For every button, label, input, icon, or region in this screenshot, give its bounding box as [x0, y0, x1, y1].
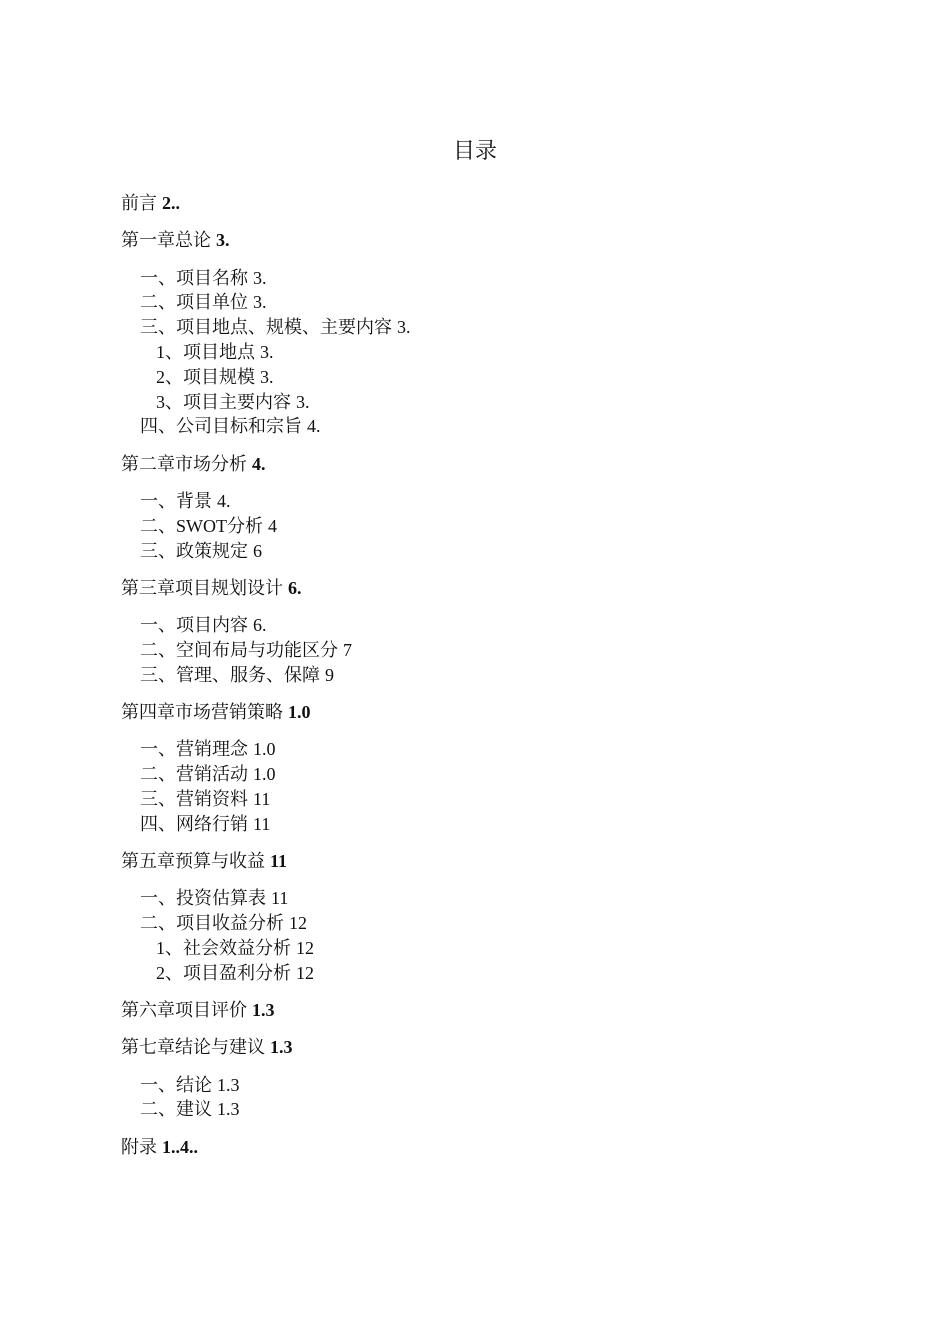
toc-entry[interactable] — [121, 812, 881, 837]
toc-entry-page: 11 — [253, 788, 271, 809]
toc-entry-page: 2.. — [162, 193, 180, 213]
toc-entry[interactable] — [121, 886, 881, 911]
toc-entry[interactable] — [121, 228, 881, 253]
toc-entry-text: 一、背景 — [140, 490, 212, 511]
toc-entry-text: 第一章总论 — [121, 230, 211, 251]
toc-entry-page: 3. — [260, 366, 274, 387]
toc-entry[interactable] — [121, 911, 881, 936]
toc-entry-text: 前言 — [121, 193, 157, 213]
toc-entry-page: 6. — [253, 615, 267, 636]
toc-entry-text: 一、投资估算表 — [140, 888, 266, 909]
toc-entry-text: 第三章项目规划设计 — [121, 577, 283, 598]
toc-entry[interactable] — [121, 737, 881, 762]
toc-entry-page: 9 — [325, 664, 334, 685]
toc-entry-page: 1.3 — [217, 1099, 240, 1120]
toc-entry-page: 1.0 — [253, 739, 276, 760]
toc-entry-page: 12 — [296, 937, 314, 958]
toc-entry-page: 1.0 — [288, 702, 311, 723]
toc-entry-text: 三、营销资料 — [140, 788, 248, 809]
toc-entry-page: 3. — [253, 292, 267, 313]
toc-entry-page: 4 — [268, 515, 277, 536]
toc-entry[interactable] — [121, 290, 881, 315]
toc-entry-page: 11 — [270, 851, 288, 872]
toc-entry-page: 3. — [296, 391, 310, 412]
toc-entry[interactable] — [121, 849, 881, 874]
toc-entry[interactable] — [121, 266, 881, 291]
toc-entry[interactable] — [121, 340, 881, 365]
toc-entry-page: 3. — [216, 230, 230, 251]
toc-entry-text: 2、项目盈利分析 — [156, 962, 291, 983]
toc-entry-text: 第四章市场营销策略 — [121, 702, 283, 723]
toc-entry-page: 4. — [307, 416, 321, 437]
toc-entry[interactable] — [121, 787, 881, 812]
toc-entry-page: 12 — [296, 962, 314, 983]
toc-entry-text: 第七章结论与建议 — [121, 1037, 265, 1058]
toc-entry[interactable] — [121, 638, 881, 663]
toc-entry-page: 1.3 — [252, 1000, 275, 1021]
toc-entry-text: 2、项目规模 — [156, 366, 255, 387]
page-title: 目录 — [452, 138, 497, 163]
toc-entry-text: 第六章项目评价 — [121, 1000, 247, 1021]
toc-entry-text: 二、空间布局与功能区分 — [140, 639, 338, 660]
table-of-contents — [121, 191, 881, 1160]
toc-entry-text: 一、结论 — [140, 1074, 212, 1095]
toc-entry-page: 3. — [253, 267, 267, 288]
toc-entry[interactable] — [121, 1135, 881, 1160]
toc-entry-text: 附录 — [121, 1136, 157, 1157]
toc-entry-text: 二、项目单位 — [140, 292, 248, 313]
toc-entry[interactable] — [121, 390, 881, 415]
toc-entry-page: 4. — [217, 490, 231, 511]
toc-entry[interactable] — [121, 1073, 881, 1098]
toc-entry-page: 1..4.. — [162, 1136, 198, 1157]
toc-entry-page: 11 — [271, 888, 289, 909]
toc-entry-text: 三、政策规定 — [140, 540, 248, 561]
toc-entry[interactable] — [121, 514, 881, 539]
toc-entry-text: 三、项目地点、规模、主要内容 — [140, 317, 392, 338]
toc-entry[interactable] — [121, 613, 881, 638]
toc-entry-text: 四、网络行销 — [140, 813, 248, 834]
toc-entry-text: 四、公司目标和宗旨 — [140, 416, 302, 437]
toc-entry-text: 三、管理、服务、保障 — [140, 664, 320, 685]
toc-entry-page: 6. — [288, 577, 302, 598]
toc-entry[interactable] — [121, 663, 881, 688]
toc-entry-page: 12 — [289, 913, 307, 934]
toc-entry-text: 一、项目名称 — [140, 267, 248, 288]
toc-entry-text: 1、社会效益分析 — [156, 937, 291, 958]
toc-entry-page: 7 — [343, 639, 352, 660]
toc-entry-page: 1.0 — [253, 764, 276, 785]
toc-entry[interactable] — [121, 414, 881, 439]
toc-entry[interactable] — [121, 452, 881, 477]
toc-entry[interactable] — [121, 191, 881, 216]
toc-entry[interactable] — [121, 576, 881, 601]
toc-entry-text: 第五章预算与收益 — [121, 851, 265, 872]
toc-entry[interactable] — [121, 762, 881, 787]
toc-entry-page: 4. — [252, 453, 266, 474]
toc-entry[interactable] — [121, 998, 881, 1023]
toc-entry-page: 6 — [253, 540, 262, 561]
toc-entry-text: 一、项目内容 — [140, 615, 248, 636]
toc-entry[interactable] — [121, 489, 881, 514]
toc-entry-page: 3. — [260, 341, 274, 362]
toc-entry-page: 1.3 — [270, 1037, 293, 1058]
toc-entry[interactable] — [121, 315, 881, 340]
toc-entry-page: 11 — [253, 813, 271, 834]
toc-entry[interactable] — [121, 1035, 881, 1060]
toc-entry-text: 二、营销活动 — [140, 764, 248, 785]
toc-entry[interactable] — [121, 539, 881, 564]
toc-entry-text: 二、SWOT分析 — [140, 515, 263, 536]
toc-entry-page: 3. — [397, 317, 411, 338]
toc-entry-text: 第二章市场分析 — [121, 453, 247, 474]
toc-entry[interactable] — [121, 936, 881, 961]
toc-entry[interactable] — [121, 961, 881, 986]
toc-entry[interactable] — [121, 1097, 881, 1122]
toc-entry-text: 二、项目收益分析 — [140, 913, 284, 934]
toc-entry-text: 3、项目主要内容 — [156, 391, 291, 412]
toc-entry-page: 1.3 — [217, 1074, 240, 1095]
toc-entry-text: 一、营销理念 — [140, 739, 248, 760]
toc-entry[interactable] — [121, 700, 881, 725]
toc-entry-text: 1、项目地点 — [156, 341, 255, 362]
toc-entry-text: 二、建议 — [140, 1099, 212, 1120]
toc-entry[interactable] — [121, 365, 881, 390]
